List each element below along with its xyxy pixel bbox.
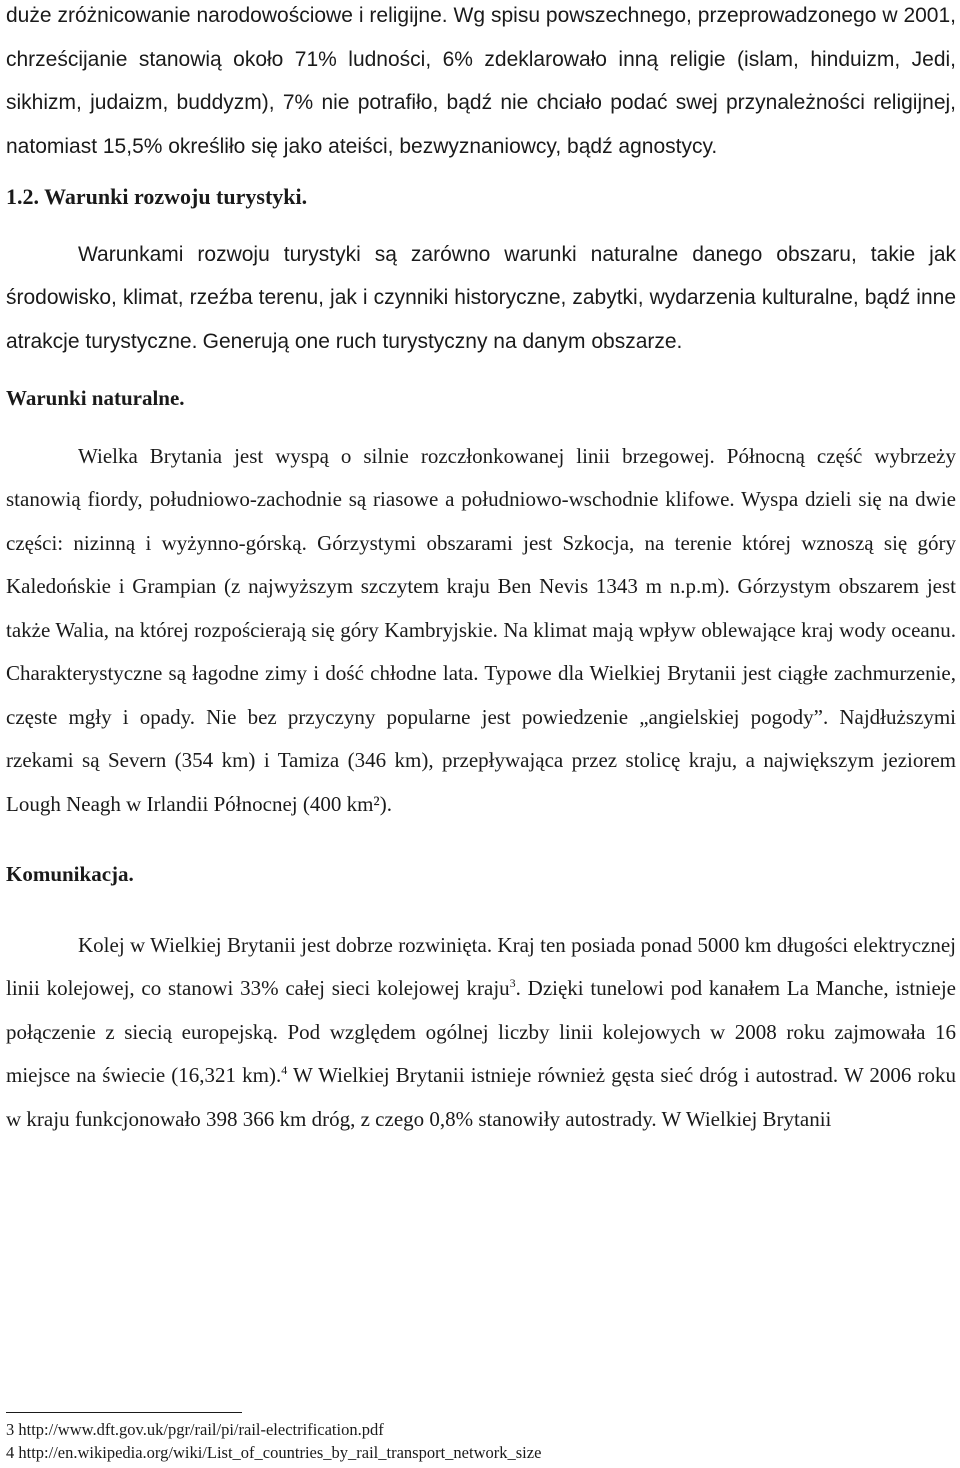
- footnote-divider: [6, 1412, 242, 1413]
- section-intro-sentence: Warunkami rozwoju turystyki są zarówno warunki naturalne danego obszaru, takie jak środowisko, klimat, rzeźba terenu, jak i czynniki historyczne, zabytki, wydarzenia kulturalne, bądź inne atrakcje turystyczne.: [6, 242, 956, 353]
- spacer: [6, 826, 956, 853]
- section-intro-sentence: Generują one ruch turystyczny na danym obszarze.: [202, 329, 683, 353]
- spacer: [6, 897, 956, 924]
- spacer: [6, 363, 956, 377]
- section-intro-paragraph: [6, 233, 956, 364]
- footnote-ref[interactable]: 3: [509, 976, 516, 990]
- transport-paragraph: [6, 924, 956, 1142]
- transport-text: . Dzięki tunelowi pod kanałem La Manche, istnieje połączenie z siecią europejską. Pod względem ogólnej liczby linii kolejowych w 2008 roku zajmowała 16 miejsce na świecie (16,321 km).: [6, 976, 956, 1087]
- subsection-heading-transport: Komunikacja.: [6, 862, 134, 886]
- spacer: [6, 168, 956, 175]
- spacer: [6, 421, 956, 435]
- footnotes: [6, 1418, 956, 1464]
- document-page: [6, 0, 956, 1141]
- section-heading: 1.2. Warunki rozwoju turystyki.: [6, 184, 308, 209]
- footnote-item[interactable]: 3 http://www.dft.gov.uk/pgr/rail/pi/rail-electrification.pdf: [6, 1420, 384, 1439]
- footnote-item[interactable]: 4 http://en.wikipedia.org/wiki/List_of_countries_by_rail_transport_network_size: [6, 1443, 542, 1462]
- transport-text: Kolej w Wielkiej Brytanii jest dobrze rozwinięta. Kraj ten posiada ponad 5000 km długości elektrycznej linii kolejowej, co stanowi 33% całej sieci kolejowej kraju: [6, 932, 956, 1000]
- subsection-heading-natural: Warunki naturalne.: [6, 386, 185, 410]
- natural-paragraph: Wielka Brytania jest wyspą o silnie rozczłonkowanej linii brzegowej. Północną część wybrzeży stanowią fiordy, południowo-zachodnie są riasowe a południowo-wschodnie klifowe. Wyspa dzieli się na dwie części: nizinną i wyżynno-górską. Górzystymi obszarami jest Szkocja, na terenie której wznoszą się góry Kaledońskie i Grampian (z najwyższym szczytem kraju Ben Nevis 1343 m n.p.m). Górzystym obszarem jest także Walia, na której rozpościerają się góry Kambryjskie. Na klimat mają wpływ oblewające kraj wody oceanu. Charakterystyczne są łagodne zimy i dość chłodne lata. Typowe dla Wielkiej Brytanii jest ciągłe zachmurzenie, częste mgły i opady. Nie bez przyczyny popularne jest powiedzenie „angielskiej pogody”. Najdłuższymi rzekami są Severn (354 km) i Tamiza (346 km), przepływająca przez stolicę kraju, a największym jeziorem Lough Neagh w Irlandii Północnej (400 km²).: [6, 443, 956, 816]
- transport-text: W Wielkiej Brytanii istnieje również gęsta sieć dróg i autostrad. W 2006 roku w kraju funkcjonowało 398 366 km dróg, z czego 0,8% stanowiły autostrady. W Wielkiej Brytanii: [6, 1063, 956, 1131]
- spacer: [6, 219, 956, 233]
- footnote-ref[interactable]: 4: [281, 1063, 288, 1077]
- intro-paragraph: duże zróżnicowanie narodowościowe i religijne. Wg spisu powszechnego, przeprowadzonego w 2001, chrześcijanie stanowią około 71% ludności, 6% zdeklarowało inną religie (islam, hinduizm, Jedi, sikhizm, judaizm, buddyzm), 7% nie potrafiło, bądź nie chciało podać swej przynależności religijnej, natomiast 15,5% określiło się jako ateiści, bezwyznaniowcy, bądź agnostycy.: [6, 4, 956, 158]
